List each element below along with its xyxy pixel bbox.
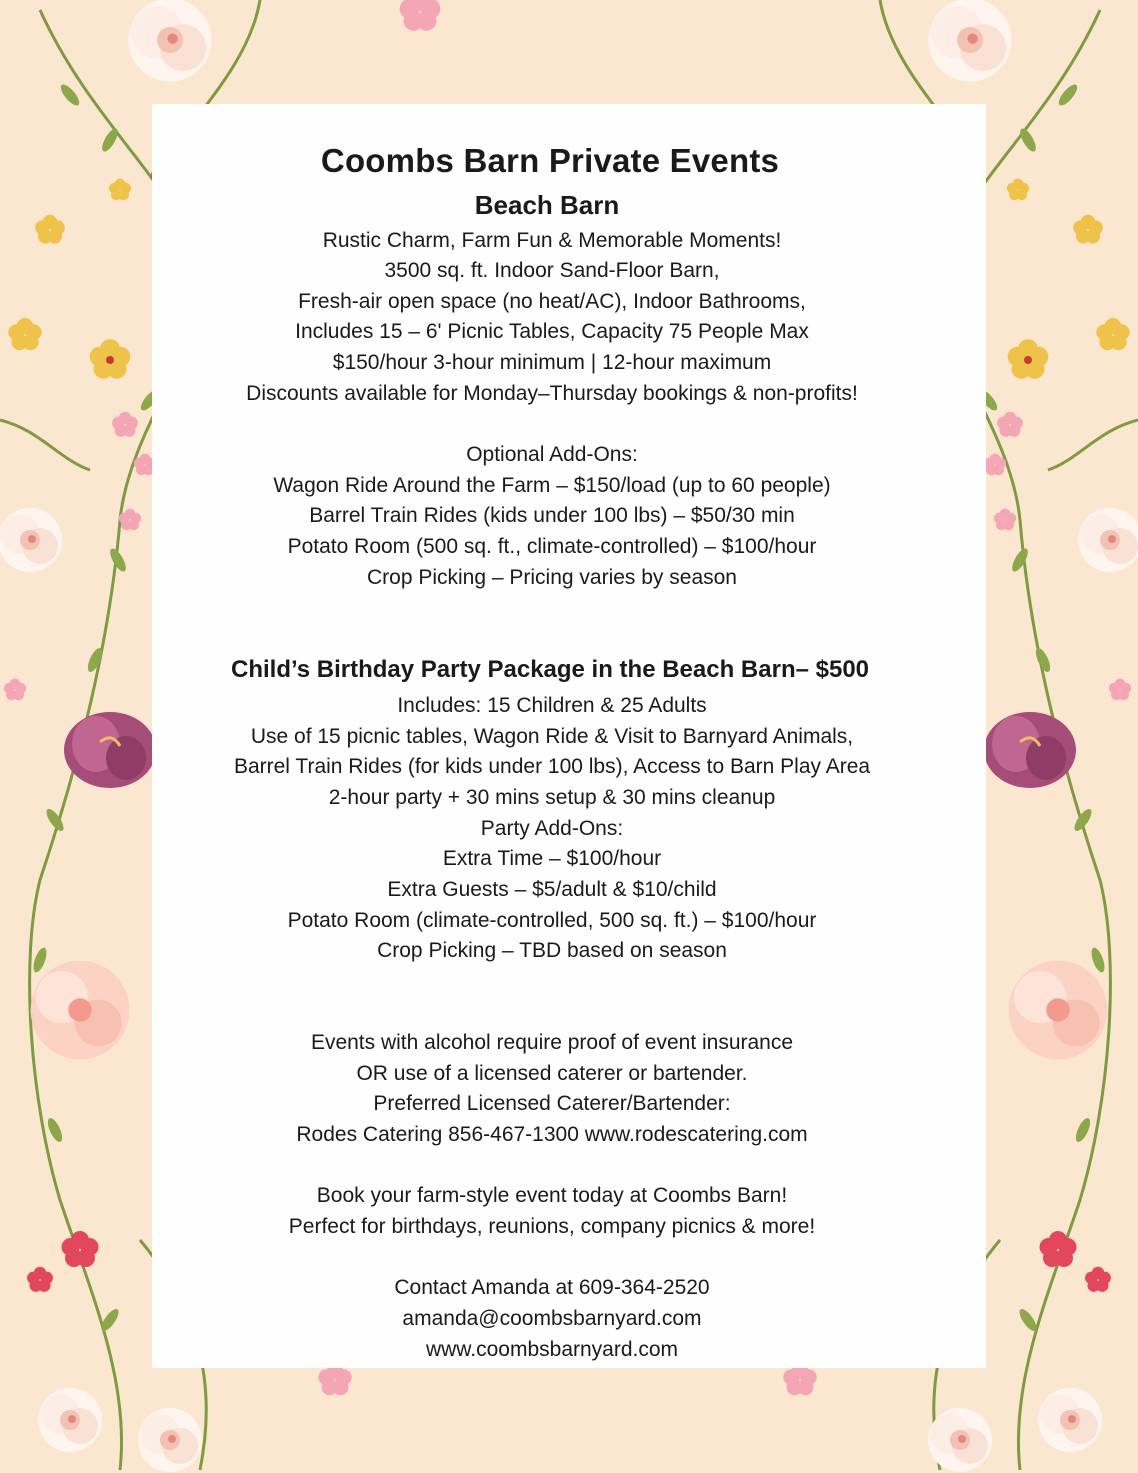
party-addon-item: Potato Room (climate-controlled, 500 sq. ft.) – $100/hour [287,909,817,932]
venue-amenities: Fresh-air open space (no heat/AC), Indoor Bathrooms, [298,290,806,313]
venue-subtitle: Beach Barn [474,190,620,220]
addon-item: Crop Picking – Pricing varies by season [366,566,737,589]
venue-pricing: $150/hour 3-hour minimum | 12-hour maximum [332,351,772,374]
caterer-heading: Preferred Licensed Caterer/Bartender: [373,1092,731,1115]
alcohol-policy-line: OR use of a licensed caterer or bartender. [356,1062,748,1085]
promo-line: Perfect for birthdays, reunions, company picnics & more! [288,1215,816,1238]
caterer-contact: Rodes Catering 856-467-1300 www.rodescatering.com [296,1123,808,1146]
birthday-line: Use of 15 picnic tables, Wagon Ride & Visit to Barnyard Animals, [250,725,854,748]
party-addon-item: Extra Guests – $5/adult & $10/child [387,878,717,901]
venue-tagline: Rustic Charm, Farm Fun & Memorable Moments! [322,229,782,252]
party-addon-item: Extra Time – $100/hour [442,847,662,870]
birthday-package-title: Child’s Birthday Party Package in the Beach Barn– $500 [230,656,870,683]
addon-item: Wagon Ride Around the Farm – $150/load (up to 60 people) [273,474,831,497]
contact-phone: Contact Amanda at 609-364-2520 [394,1276,710,1299]
venue-discounts: Discounts available for Monday–Thursday bookings & non-profits! [246,382,858,405]
page-title: Coombs Barn Private Events [320,142,780,179]
addon-item: Potato Room (500 sq. ft., climate-controlled) – $100/hour [287,535,817,558]
party-addon-item: Crop Picking – TBD based on season [377,939,727,962]
alcohol-policy-line: Events with alcohol require proof of event insurance [310,1031,794,1054]
venue-capacity: Includes 15 – 6' Picnic Tables, Capacity 75 People Max [295,320,809,343]
contact-email[interactable]: amanda@coombsbarnyard.com [402,1307,702,1330]
addons-heading: Optional Add-Ons: [466,443,638,466]
birthday-line: 2-hour party + 30 mins setup & 30 mins cleanup [328,786,776,809]
party-addons-heading: Party Add-Ons: [480,817,624,840]
birthday-line: Includes: 15 Children & 25 Adults [397,694,707,717]
content-panel [152,104,986,1368]
contact-website[interactable]: www.coombsbarnyard.com [425,1338,679,1361]
birthday-line: Barrel Train Rides (for kids under 100 lbs), Access to Barn Play Area [233,755,871,778]
promo-line: Book your farm-style event today at Coombs Barn! [316,1184,788,1207]
venue-size: 3500 sq. ft. Indoor Sand-Floor Barn, [384,259,720,282]
addon-item: Barrel Train Rides (kids under 100 lbs) – $50/30 min [309,504,795,527]
